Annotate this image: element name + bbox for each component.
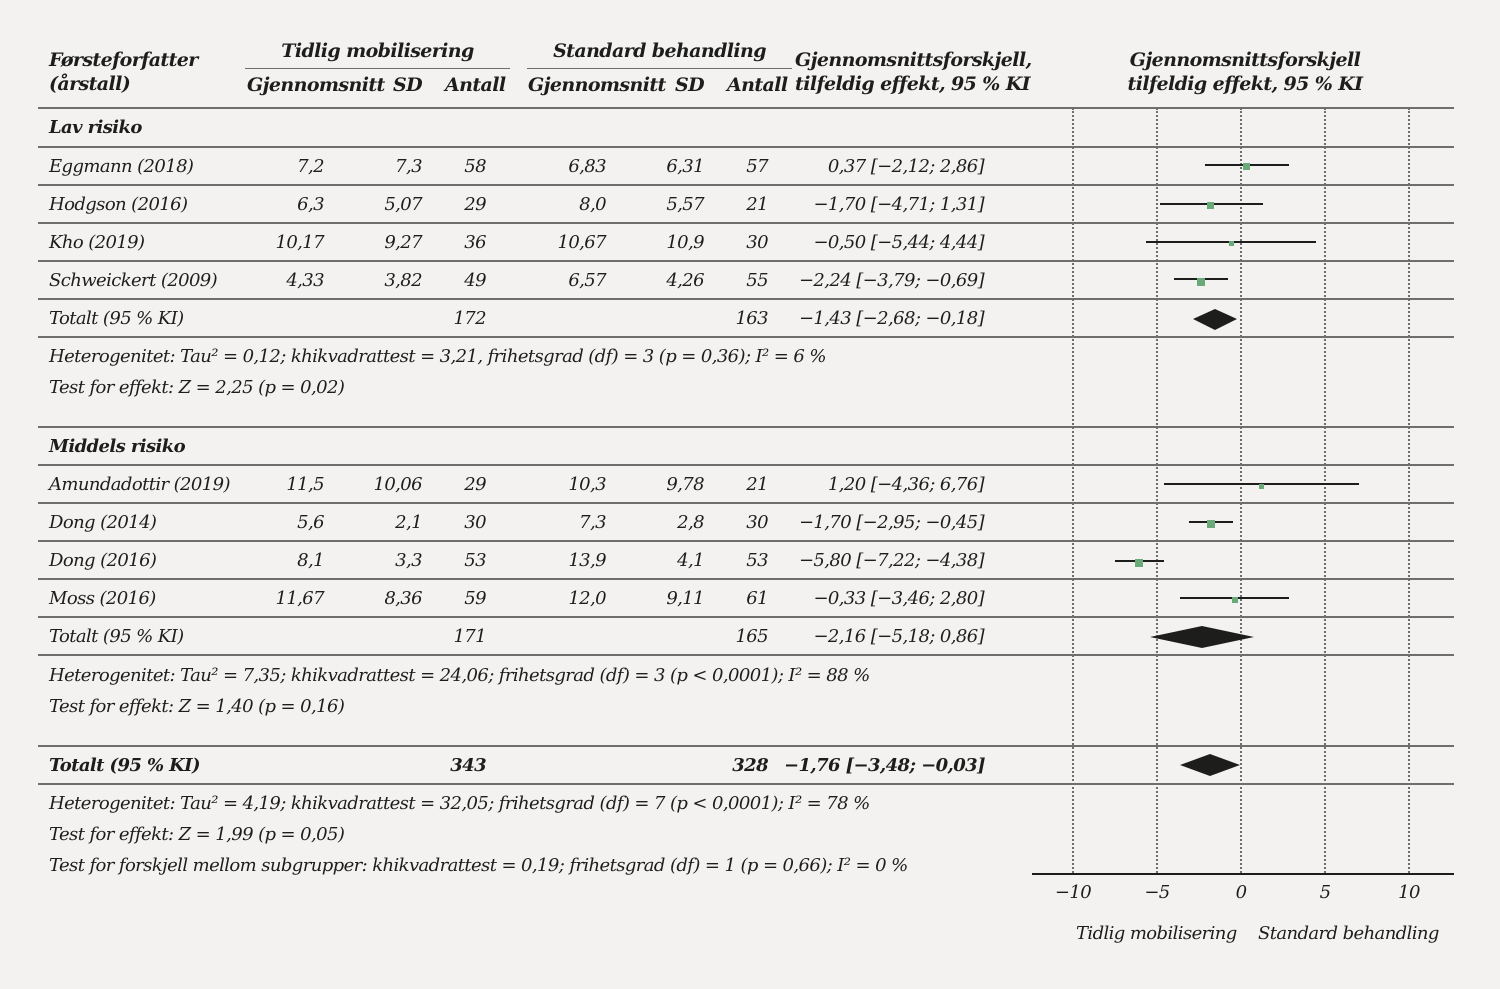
tick-label: 10	[1398, 882, 1420, 903]
n2: 30	[746, 232, 768, 253]
subgroup-title: Lav risiko	[49, 117, 142, 138]
subgroup-difference-note: Test for forskjell mellom subgrupper: khikvadrattest = 0,19; frihetsgrad (df) = 1 (p = 0,66); I² = 0 %	[49, 855, 908, 876]
effect-ci: −5,80 [−7,22; −4,38]	[798, 550, 984, 571]
overall-heterogeneity-note: Heterogenitet: Tau² = 4,19; khikvadrattest = 32,05; frihetsgrad (df) = 7 (p < 0,0001); I² = 78 %	[49, 793, 870, 814]
mean1: 5,6	[297, 512, 324, 533]
mean1: 11,67	[275, 588, 324, 609]
tick-label: 5	[1319, 882, 1331, 903]
sd1: 5,07	[384, 194, 422, 215]
mean2: 12,0	[568, 588, 606, 609]
sd1: 2,1	[395, 512, 422, 533]
sd1: 7,3	[395, 156, 422, 177]
n1: 36	[464, 232, 486, 253]
effect-ci: −0,50 [−5,44; 4,44]	[813, 232, 984, 253]
sd1: 10,06	[373, 474, 422, 495]
heterogeneity-note: Heterogenitet: Tau² = 7,35; khikvadrattest = 24,06; frihetsgrad (df) = 3 (p < 0,0001); I² = 88 %	[49, 665, 870, 686]
n1: 58	[464, 156, 486, 177]
sd2: 6,31	[666, 156, 704, 177]
n1: 29	[464, 194, 486, 215]
sd2: 9,78	[666, 474, 704, 495]
group2-header: Standard behandling	[553, 40, 766, 62]
total-label: Totalt (95 % KI)	[49, 626, 184, 647]
sd1: 8,36	[384, 588, 422, 609]
col-sd1: SD	[393, 74, 422, 96]
mean1: 7,2	[297, 156, 324, 177]
study-name: Schweickert (2009)	[49, 270, 218, 291]
mean2: 13,9	[568, 550, 606, 571]
overall-n1: 343	[450, 755, 486, 776]
pooled-diamond	[1193, 309, 1237, 330]
mean1: 11,5	[286, 474, 324, 495]
heterogeneity-note: Heterogenitet: Tau² = 0,12; khikvadrattest = 3,21, frihetsgrad (df) = 3 (p = 0,36); I² = 6 %	[49, 346, 826, 367]
author-col-header-2: (årstall)	[49, 73, 131, 95]
study-marker	[1207, 520, 1215, 528]
study-marker	[1207, 202, 1214, 209]
n1: 59	[464, 588, 486, 609]
mean2: 10,67	[557, 232, 606, 253]
study-name: Hodgson (2016)	[49, 194, 188, 215]
n2: 53	[746, 550, 768, 571]
n2-total: 163	[735, 308, 768, 329]
plot-col-header-2: tilfeldig effekt, 95 % KI	[1127, 73, 1363, 95]
study-name: Eggmann (2018)	[49, 156, 194, 177]
author-col-header-1: Førsteforfatter	[49, 49, 198, 71]
n2: 57	[746, 156, 768, 177]
mean1: 6,3	[297, 194, 324, 215]
study-marker	[1259, 484, 1264, 489]
n2: 61	[746, 588, 768, 609]
pooled-diamond	[1180, 754, 1240, 776]
study-name: Dong (2016)	[49, 550, 157, 571]
effect-col-header-2: tilfeldig effekt, 95 % KI	[795, 73, 1030, 95]
study-name: Moss (2016)	[49, 588, 156, 609]
group1-header: Tidlig mobilisering	[281, 40, 474, 62]
sd1: 9,27	[384, 232, 422, 253]
pooled-diamond	[1150, 626, 1254, 648]
effect-ci-total: −2,16 [−5,18; 0,86]	[813, 626, 984, 647]
mean2: 6,57	[568, 270, 606, 291]
tick-label: 0	[1235, 882, 1247, 903]
overall-total-label: Totalt (95 % KI)	[49, 755, 200, 776]
sd1: 3,3	[395, 550, 422, 571]
effect-ci: −1,70 [−2,95; −0,45]	[798, 512, 984, 533]
mean1: 10,17	[275, 232, 324, 253]
study-name: Kho (2019)	[49, 232, 145, 253]
sd2: 10,9	[666, 232, 704, 253]
overall-effect-test-note: Test for effekt: Z = 1,99 (p = 0,05)	[49, 824, 345, 845]
overall-n2: 328	[732, 755, 768, 776]
col-mean1: Gjennomsnitt	[247, 74, 385, 96]
study-marker	[1243, 163, 1250, 170]
subgroup-title: Middels risiko	[49, 436, 185, 457]
mean2: 10,3	[568, 474, 606, 495]
mean2: 7,3	[579, 512, 606, 533]
effect-col-header-1: Gjennomsnittsforskjell,	[795, 49, 1032, 71]
col-n2: Antall	[727, 74, 788, 96]
sd2: 4,1	[677, 550, 704, 571]
n1: 29	[464, 474, 486, 495]
axis-label-left: Tidlig mobilisering	[1076, 923, 1237, 944]
n2: 55	[746, 270, 768, 291]
total-label: Totalt (95 % KI)	[49, 308, 184, 329]
col-mean2: Gjennomsnitt	[528, 74, 666, 96]
tick-label: −5	[1144, 882, 1170, 903]
tick-label: −10	[1054, 882, 1092, 903]
n2-total: 165	[735, 626, 768, 647]
mean1: 4,33	[286, 270, 324, 291]
sd2: 5,57	[666, 194, 704, 215]
n2: 21	[746, 194, 768, 215]
n2: 30	[746, 512, 768, 533]
axis-label-right: Standard behandling	[1258, 923, 1439, 944]
mean2: 8,0	[579, 194, 606, 215]
n1: 53	[464, 550, 486, 571]
overall-ci: −1,76 [−3,48; −0,03]	[784, 755, 985, 776]
sd1: 3,82	[384, 270, 422, 291]
plot-col-header-1: Gjennomsnittsforskjell	[1129, 49, 1361, 71]
study-name: Dong (2014)	[49, 512, 157, 533]
n1: 30	[464, 512, 486, 533]
effect-ci: −1,70 [−4,71; 1,31]	[813, 194, 984, 215]
effect-test-note: Test for effekt: Z = 1,40 (p = 0,16)	[49, 696, 345, 717]
effect-ci: −0,33 [−3,46; 2,80]	[813, 588, 984, 609]
n1-total: 171	[453, 626, 486, 647]
effect-ci: 0,37 [−2,12; 2,86]	[827, 156, 984, 177]
study-name: Amundadottir (2019)	[49, 474, 230, 495]
effect-test-note: Test for effekt: Z = 2,25 (p = 0,02)	[49, 377, 345, 398]
col-n1: Antall	[445, 74, 506, 96]
study-marker	[1232, 597, 1238, 603]
n2: 21	[746, 474, 768, 495]
mean1: 8,1	[297, 550, 324, 571]
effect-ci-total: −1,43 [−2,68; −0,18]	[798, 308, 984, 329]
sd2: 4,26	[666, 270, 704, 291]
study-marker	[1197, 278, 1205, 286]
n1: 49	[464, 270, 486, 291]
effect-ci: 1,20 [−4,36; 6,76]	[827, 474, 984, 495]
mean2: 6,83	[568, 156, 606, 177]
sd2: 2,8	[677, 512, 704, 533]
sd2: 9,11	[666, 588, 704, 609]
col-sd2: SD	[675, 74, 704, 96]
study-marker	[1135, 559, 1143, 567]
study-marker	[1229, 241, 1234, 246]
n1-total: 172	[453, 308, 486, 329]
effect-ci: −2,24 [−3,79; −0,69]	[798, 270, 984, 291]
